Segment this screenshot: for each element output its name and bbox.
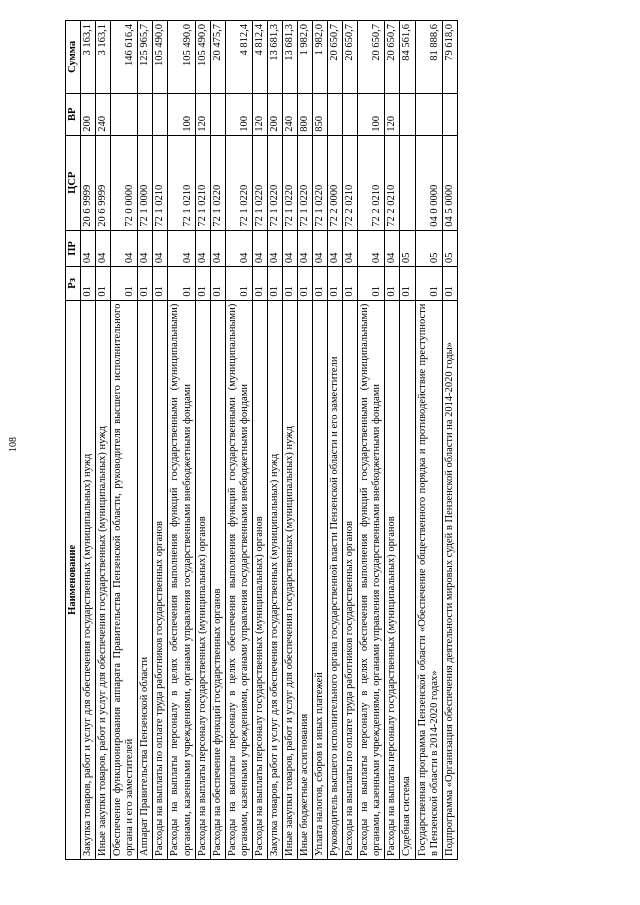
cell-rz: 01 (168, 267, 195, 301)
cell-vr: 100 (225, 93, 252, 135)
cell-rz: 01 (358, 267, 385, 301)
table-row (442, 21, 457, 860)
cell-pr: 04 (96, 230, 111, 266)
table-header-row (66, 21, 81, 860)
table-row (210, 21, 225, 860)
cell-rz: 01 (267, 267, 282, 301)
column-header-sum: Сумма (66, 21, 81, 94)
cell-vr (210, 93, 225, 135)
cell-pr: 04 (138, 230, 153, 266)
cell-rz: 01 (195, 267, 210, 301)
cell-name: Расходы на обеспечение функций государственных органов (210, 300, 225, 859)
cell-rz: 01 (96, 267, 111, 301)
cell-sum: 84 561,6 (400, 21, 415, 94)
cell-name: Расходы на выплаты по оплате труда работников государственных органов (153, 300, 168, 859)
cell-vr: 800 (298, 93, 313, 135)
cell-sum: 125 965,7 (138, 21, 153, 94)
cell-name: Расходы на выплаты персоналу в целях обеспечения выполнения функций государственными (муниципальными) органами, казенными учреждениями, органами управления государственными внебюджетными фондами (225, 300, 252, 859)
table-body (81, 21, 458, 860)
cell-name: Расходы на выплаты персоналу в целях обеспечения выполнения функций государственными (муниципальными) органами, казенными учреждениями, органами управления государственными внебюджетными фондами (168, 300, 195, 859)
page-number: 108 (8, 437, 19, 452)
column-header-name: Наименование (66, 300, 81, 859)
column-header-vr: ВР (66, 93, 81, 135)
cell-name: Обеспечение функционирования аппарата Правительства Пензенской области, руководителя высшего исполнительного органа и его заместителей (111, 300, 138, 859)
cell-pr: 04 (81, 230, 96, 266)
cell-pr: 04 (168, 230, 195, 266)
cell-vr: 200 (267, 93, 282, 135)
cell-vr (442, 93, 457, 135)
cell-name: Расходы на выплаты персоналу государственных (муниципальных) органов (195, 300, 210, 859)
cell-name: Расходы на выплаты персоналу государственных (муниципальных) органов (252, 300, 267, 859)
cell-sum: 105 490,0 (195, 21, 210, 94)
cell-pr: 04 (267, 230, 282, 266)
cell-pr: 04 (343, 230, 358, 266)
cell-rz: 01 (153, 267, 168, 301)
cell-name: Государственная программа Пензенской области «Обеспечение общественного порядка и противодействие преступности в Пензенской области в 2014-2020 годах» (415, 300, 442, 859)
cell-vr: 240 (96, 93, 111, 135)
cell-rz: 01 (81, 267, 96, 301)
cell-vr (138, 93, 153, 135)
table-row (267, 21, 282, 860)
cell-name: Закупка товаров, работ и услуг для обеспечения государственных (муниципальных) нужд (267, 300, 282, 859)
cell-sum: 105 490,0 (168, 21, 195, 94)
table-row (138, 21, 153, 860)
cell-rz: 01 (111, 267, 138, 301)
table-row (96, 21, 111, 860)
cell-sum: 13 681,3 (267, 21, 282, 94)
cell-vr: 120 (195, 93, 210, 135)
cell-rz: 01 (298, 267, 313, 301)
cell-csr: 72 1 0220 (210, 135, 225, 230)
cell-sum: 3 163,1 (96, 21, 111, 94)
table-row (282, 21, 297, 860)
cell-pr: 04 (153, 230, 168, 266)
cell-sum: 4 812,4 (225, 21, 252, 94)
table-row (153, 21, 168, 860)
cell-name: Аппарат Правительства Пензенской области (138, 300, 153, 859)
cell-csr: 04 0 0000 (415, 135, 442, 230)
cell-vr: 100 (168, 93, 195, 135)
cell-csr: 72 1 0210 (168, 135, 195, 230)
cell-pr: 05 (400, 230, 415, 266)
cell-csr: 72 1 0220 (267, 135, 282, 230)
column-header-rz: Рз (66, 267, 81, 301)
cell-rz: 01 (415, 267, 442, 301)
cell-csr: 72 1 0220 (298, 135, 313, 230)
budget-table (65, 20, 458, 860)
cell-name: Уплата налогов, сборов и иных платежей (313, 300, 328, 859)
cell-name: Подпрограмма «Организация обеспечения деятельности мировых судей в Пензенской области на 2014-2020 годы» (442, 300, 457, 859)
cell-csr: 72 2 0000 (328, 135, 343, 230)
table-row (111, 21, 138, 860)
table-row (81, 21, 96, 860)
cell-name: Иные закупки товаров, работ и услуг для обеспечения государственных (муниципальных) нужд (96, 300, 111, 859)
cell-vr (400, 93, 415, 135)
cell-name: Судебная система (400, 300, 415, 859)
cell-sum: 20 650,7 (358, 21, 385, 94)
cell-rz: 01 (282, 267, 297, 301)
cell-vr: 850 (313, 93, 328, 135)
cell-csr: 20 6 9999 (81, 135, 96, 230)
table-row (400, 21, 415, 860)
cell-pr: 04 (313, 230, 328, 266)
cell-name: Расходы на выплаты персоналу государственных (муниципальных) органов (385, 300, 400, 859)
cell-vr (328, 93, 343, 135)
table-row (168, 21, 195, 860)
cell-csr: 72 1 0220 (313, 135, 328, 230)
cell-vr: 100 (358, 93, 385, 135)
cell-pr: 04 (328, 230, 343, 266)
cell-csr: 72 1 0000 (138, 135, 153, 230)
cell-sum: 146 616,4 (111, 21, 138, 94)
cell-sum: 20 475,7 (210, 21, 225, 94)
cell-sum: 3 163,1 (81, 21, 96, 94)
table-row (343, 21, 358, 860)
cell-rz: 01 (252, 267, 267, 301)
cell-pr: 04 (195, 230, 210, 266)
table-row (358, 21, 385, 860)
cell-vr (343, 93, 358, 135)
cell-sum: 20 650,7 (385, 21, 400, 94)
cell-sum: 79 618,0 (442, 21, 457, 94)
cell-csr: 72 2 0210 (358, 135, 385, 230)
table-row (298, 21, 313, 860)
cell-pr: 05 (415, 230, 442, 266)
cell-pr: 04 (385, 230, 400, 266)
cell-csr (400, 135, 415, 230)
cell-rz: 01 (400, 267, 415, 301)
cell-vr (111, 93, 138, 135)
cell-vr (153, 93, 168, 135)
cell-sum: 20 650,7 (343, 21, 358, 94)
cell-pr: 04 (298, 230, 313, 266)
table-row (385, 21, 400, 860)
cell-pr: 04 (358, 230, 385, 266)
budget-table-container (65, 20, 587, 860)
cell-vr: 200 (81, 93, 96, 135)
cell-csr: 72 1 0220 (225, 135, 252, 230)
cell-rz: 01 (210, 267, 225, 301)
cell-name: Руководитель высшего исполнительного органа государственной власти Пензенской области и его заместители (328, 300, 343, 859)
cell-rz: 01 (442, 267, 457, 301)
column-header-csr: ЦСР (66, 135, 81, 230)
cell-rz: 01 (313, 267, 328, 301)
cell-sum: 13 681,3 (282, 21, 297, 94)
cell-name: Расходы на выплаты по оплате труда работников государственных органов (343, 300, 358, 859)
column-header-pr: ПР (66, 230, 81, 266)
cell-name: Закупка товаров, работ и услуг для обеспечения государственных (муниципальных) нужд (81, 300, 96, 859)
table-row (195, 21, 210, 860)
cell-sum: 81 888,6 (415, 21, 442, 94)
cell-sum: 1 982,0 (313, 21, 328, 94)
cell-pr: 04 (111, 230, 138, 266)
cell-csr: 72 1 0210 (195, 135, 210, 230)
cell-csr: 72 0 0000 (111, 135, 138, 230)
cell-name: Иные закупки товаров, работ и услуг для обеспечения государственных (муниципальных) нужд (282, 300, 297, 859)
cell-vr: 240 (282, 93, 297, 135)
cell-rz: 01 (138, 267, 153, 301)
cell-csr: 72 1 0210 (153, 135, 168, 230)
cell-name: Расходы на выплаты персоналу в целях обеспечения выполнения функций государственными (муниципальными) органами, казенными учреждениями, органами управления государственными внебюджетными фондами (358, 300, 385, 859)
cell-name: Иные бюджетные ассигнования (298, 300, 313, 859)
table-row (252, 21, 267, 860)
cell-csr: 72 2 0210 (385, 135, 400, 230)
cell-sum: 1 982,0 (298, 21, 313, 94)
table-row (313, 21, 328, 860)
cell-csr: 20 6 9999 (96, 135, 111, 230)
table-row (328, 21, 343, 860)
cell-pr: 04 (210, 230, 225, 266)
cell-pr: 04 (282, 230, 297, 266)
cell-rz: 01 (343, 267, 358, 301)
cell-sum: 20 650,7 (328, 21, 343, 94)
cell-csr: 72 2 0210 (343, 135, 358, 230)
cell-pr: 04 (225, 230, 252, 266)
cell-csr: 72 1 0220 (252, 135, 267, 230)
cell-vr (415, 93, 442, 135)
cell-vr: 120 (385, 93, 400, 135)
cell-sum: 105 490,0 (153, 21, 168, 94)
cell-pr: 05 (442, 230, 457, 266)
cell-rz: 01 (225, 267, 252, 301)
cell-pr: 04 (252, 230, 267, 266)
cell-csr: 04 5 0000 (442, 135, 457, 230)
cell-rz: 01 (328, 267, 343, 301)
table-row (225, 21, 252, 860)
table-row (415, 21, 442, 860)
cell-rz: 01 (385, 267, 400, 301)
cell-sum: 4 812,4 (252, 21, 267, 94)
cell-vr: 120 (252, 93, 267, 135)
cell-csr: 72 1 0220 (282, 135, 297, 230)
